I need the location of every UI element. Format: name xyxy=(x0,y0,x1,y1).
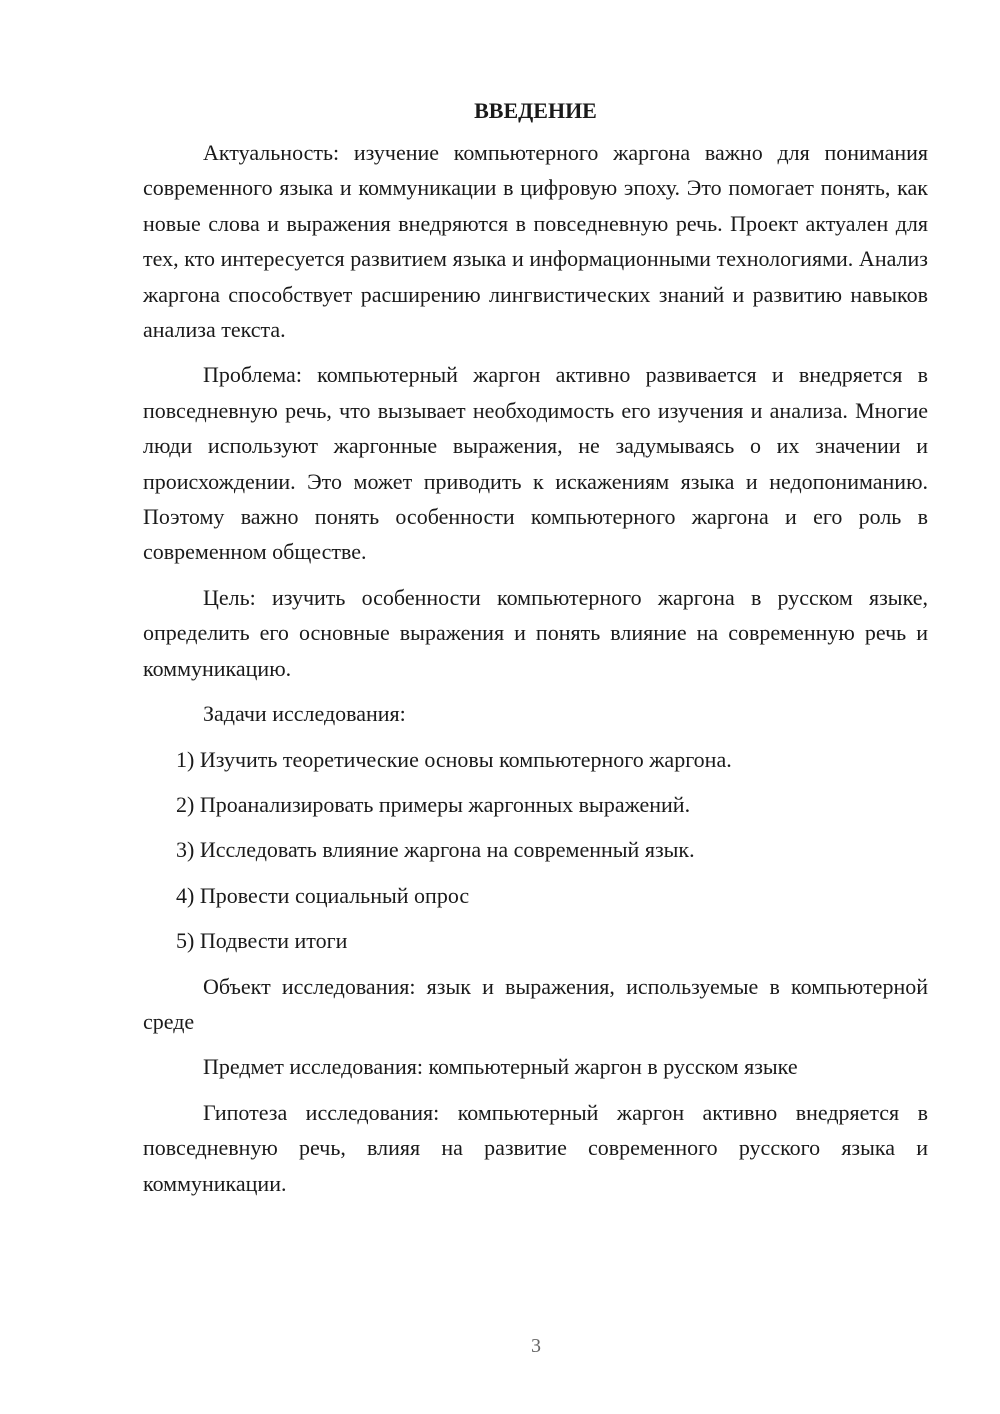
object-paragraph: Объект исследования: язык и выражения, используемые в компьютерной среде xyxy=(143,973,928,1034)
task-item: 1) Изучить теоретические основы компьютерного жаргона. xyxy=(176,746,732,772)
tasks-list xyxy=(143,742,928,959)
hypothesis-paragraph: Гипотеза исследования: компьютерный жаргон активно внедряется в повседневную речь, влияя на развитие современного русского языка и коммуникации. xyxy=(143,1099,928,1196)
goal-paragraph: Цель: изучить особенности компьютерного жаргона в русском языке, определить его основные выражения и понять влияние на современную речь и коммуникацию. xyxy=(143,584,928,681)
tasks-heading: Задачи исследования: xyxy=(203,701,406,727)
task-item: 5) Подвести итоги xyxy=(176,928,348,954)
problem-paragraph: Проблема: компьютерный жаргон активно развивается и внедряется в повседневную речь, что вызывает необходимость его изучения и анализа. Многие люди используют жаргонные выражения, не задумываясь о их значении и происхождении. Это может приводить к искажениям языка и недопониманию. Поэтому важно понять особенности компьютерного жаргона и его роль в современном обществе. xyxy=(143,362,928,565)
relevance-paragraph: Актуальность: изучение компьютерного жаргона важно для понимания современного языка и коммуникации в цифровую эпоху. Это помогает понять, как новые слова и выражения внедряются в повседневную речь. Проект актуален для тех, кто интересуется развитием языка и информационными технологиями. Анализ жаргона способствует расширению лингвистических знаний и развитию навыков анализа текста. xyxy=(143,140,928,343)
page-content xyxy=(143,93,928,1211)
page-number: 3 xyxy=(531,1335,541,1357)
task-item: 2) Проанализировать примеры жаргонных выражений. xyxy=(176,791,691,817)
task-item: 4) Провести социальный опрос xyxy=(176,882,470,908)
subject-paragraph: Предмет исследования: компьютерный жаргон в русском языке xyxy=(203,1054,798,1080)
task-item: 3) Исследовать влияние жаргона на современный язык. xyxy=(176,837,695,863)
section-title: ВВЕДЕНИЕ xyxy=(474,98,597,123)
